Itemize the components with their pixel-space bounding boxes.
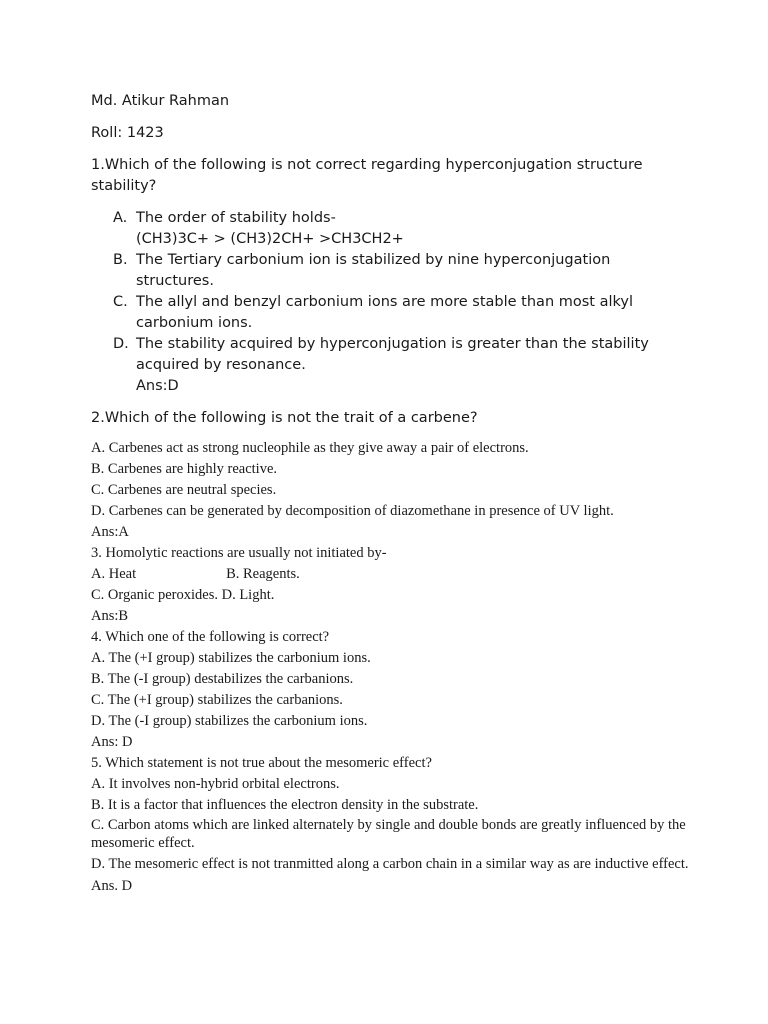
q4-option-a: A. The (+I group) stabilizes the carbonium ions.: [91, 650, 371, 666]
q1-option-c: [113, 292, 691, 334]
question-2-options: [91, 438, 691, 897]
q4-option-b: B. The (-I group) destabilizes the carbanions.: [91, 671, 354, 687]
q2-option-b: B. Carbenes are highly reactive.: [91, 461, 278, 477]
q2-answer: Ans:A: [91, 524, 129, 540]
document-page: [91, 91, 691, 897]
q2-option-a: A. Carbenes act as strong nucleophile as they give away a pair of electrons.: [91, 440, 529, 456]
option-text: The stability acquired by hyperconjugation is greater than the stability acquired by resonance.: [136, 336, 649, 373]
option-text: The allyl and benzyl carbonium ions are more stable than most alkyl carbonium ions.: [136, 294, 633, 331]
q5-option-c: C. Carbon atoms which are linked alternately by single and double bonds are greatly influenced by the mesomeric effect.: [91, 817, 686, 851]
q3-options-row-1: [91, 564, 691, 585]
q2-option-c: C. Carbenes are neutral species.: [91, 482, 277, 498]
question-1: 1.Which of the following is not correct regarding hyperconjugation structure stability?: [91, 157, 643, 194]
q5-answer: Ans. D: [91, 878, 133, 894]
option-text: The Tertiary carbonium ion is stabilized by nine hyperconjugation structures.: [136, 252, 611, 289]
q1-option-b: [113, 250, 691, 292]
q3-option-b: B. Reagents.: [226, 566, 300, 582]
q3-options-row-2: C. Organic peroxides. D. Light.: [91, 587, 275, 603]
author-name: Md. Atikur Rahman: [91, 93, 230, 109]
option-letter: B.: [113, 252, 128, 268]
q2-option-d: D. Carbenes can be generated by decomposition of diazomethane in presence of UV light.: [91, 503, 614, 519]
q3-answer: Ans:B: [91, 608, 129, 624]
q3-option-a: A. Heat: [91, 566, 137, 582]
question-5: 5. Which statement is not true about the mesomeric effect?: [91, 755, 432, 771]
option-letter: C.: [113, 294, 128, 310]
option-text-continued: (CH3)3C+ > (CH3)2CH+ >CH3CH2+: [136, 231, 404, 247]
q1-option-d: [113, 334, 691, 397]
q4-answer: Ans: D: [91, 734, 133, 750]
q4-option-c: C. The (+I group) stabilizes the carbanions.: [91, 692, 343, 708]
option-text: The order of stability holds-: [136, 210, 336, 226]
question-2: 2.Which of the following is not the trait of a carbene?: [91, 410, 478, 426]
option-letter: A.: [113, 210, 128, 226]
q5-option-b: B. It is a factor that influences the electron density in the substrate.: [91, 797, 479, 813]
question-1-options: [91, 208, 691, 397]
q5-option-a: A. It involves non-hybrid orbital electrons.: [91, 776, 340, 792]
q1-option-a: [113, 208, 691, 250]
question-3: 3. Homolytic reactions are usually not initiated by-: [91, 545, 387, 561]
answer-text: Ans:D: [136, 378, 179, 394]
q4-option-d: D. The (-I group) stabilizes the carbonium ions.: [91, 713, 368, 729]
q5-option-d: D. The mesomeric effect is not tranmitted along a carbon chain in a similar way as are inductive effect.: [91, 856, 689, 872]
roll-number: Roll: 1423: [91, 125, 164, 141]
option-letter: D.: [113, 336, 129, 352]
question-4: 4. Which one of the following is correct?: [91, 629, 330, 645]
